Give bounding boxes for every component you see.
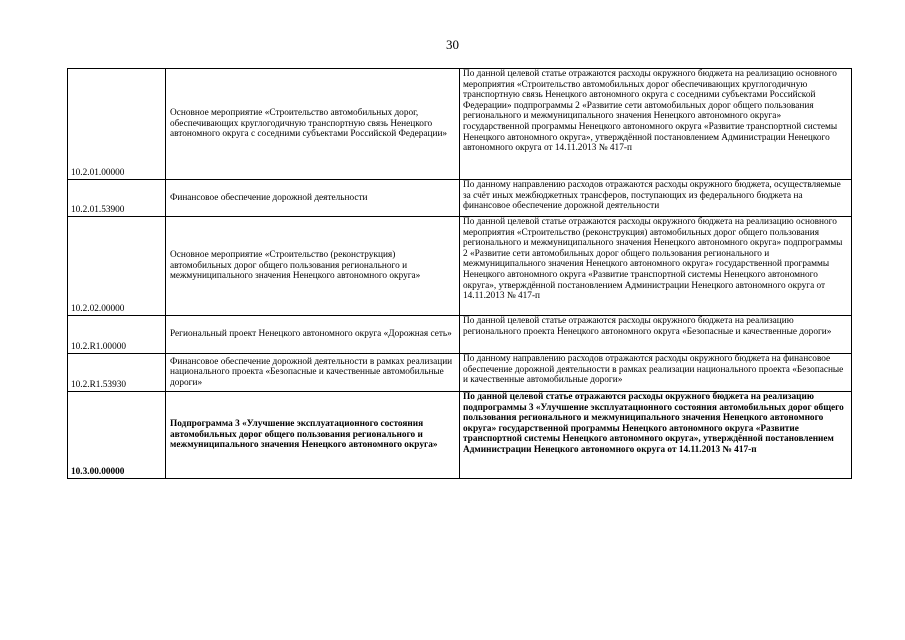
- table-row: [68, 69, 852, 180]
- page-number: 30: [446, 37, 459, 52]
- target-article-name: Региональный проект Ненецкого автономного округа «Дорожная сеть»: [166, 316, 460, 354]
- target-article-description: По данному направлению расходов отражаются расходы окружного бюджета на финансовое обеспечение дорожной деятельности в рамках реализации национального проекта «Безопасные и качественные автомобильные дороги»: [460, 354, 852, 392]
- table-row: [68, 316, 852, 354]
- target-article-code: 10.2.01.00000: [68, 69, 166, 180]
- target-article-description: По данному направлению расходов отражаются расходы окружного бюджета, осуществляемые за счёт иных межбюджетных трансферов, поступающих из федерального бюджета на финансовое обеспечение дорожной деятельности: [460, 180, 852, 217]
- target-article-description: По данной целевой статье отражаются расходы окружного бюджета на реализацию основного мероприятия «Строительство автомобильных дорог обеспечивающих круглогодичную транспортную связь Ненецкого автономного округа с соседними субъектами Российской Федерации» подпрограммы 2 «Развитие сети автомобильных дорог общего пользования регионального и межмуниципального значения Ненецкого автономного округа» государственной программы Ненецкого автономного округа «Развитие транспортной системы Ненецкого автономного округа», утверждённой постановлением Администрации Ненецкого автономного округа от 14.11.2013 № 417-п: [460, 69, 852, 180]
- target-article-name: Основное мероприятие «Строительство автомобильных дорог, обеспечивающих круглогодичную транспортную связь Ненецкого автономного округа с соседними субъектами Российской Федерации»: [166, 69, 460, 180]
- target-article-description: По данной целевой статье отражаются расходы окружного бюджета на реализацию основного мероприятия «Строительство (реконструкция) автомобильных дорог общего пользования регионального и межмуниципального значения Ненецкого автономного округа» подпрограммы 2 «Развитие сети автомобильных дорог общего пользования регионального и межмуниципального значения Ненецкого автономного округа» государственной программы Ненецкого автономного округа «Развитие транспортной системы Ненецкого автономного округа», утверждённой постановлением Администрации Ненецкого автономного округа от 14.11.2013 № 417-п: [460, 217, 852, 316]
- target-article-name: Финансовое обеспечение дорожной деятельности в рамках реализации национального проекта «Безопасные и качественные автомобильные дороги»: [166, 354, 460, 392]
- target-article-code: 10.2.01.53900: [68, 180, 166, 217]
- target-article-code: 10.3.00.00000: [68, 392, 166, 479]
- target-article-code: 10.2.R1.00000: [68, 316, 166, 354]
- table-row: [68, 354, 852, 392]
- target-article-code: 10.2.02.00000: [68, 217, 166, 316]
- table-row: [68, 180, 852, 217]
- table-row: [68, 392, 852, 479]
- table-row: [68, 217, 852, 316]
- target-article-description: По данной целевой статье отражаются расходы окружного бюджета на реализацию подпрограммы 3 «Улучшение эксплуатационного состояния автомобильных дорог общего пользования регионального и межмуниципального значения Ненецкого автономного округа» государственной программы Ненецкого автономного округа «Развитие транспортной системы Ненецкого автономного округа», утверждённой постановлением Администрации Ненецкого автономного округа от 14.11.2013 № 417-п: [460, 392, 852, 479]
- target-article-name: Основное мероприятие «Строительство (реконструкция) автомобильных дорог общего пользования регионального и межмуниципального значения Ненецкого автономного округа»: [166, 217, 460, 316]
- target-article-description: По данной целевой статье отражаются расходы окружного бюджета на реализацию регионального проекта Ненецкого автономного округа «Безопасные и качественные дороги»: [460, 316, 852, 354]
- budget-classification-table: [67, 68, 852, 479]
- target-article-name: Подпрограмма 3 «Улучшение эксплуатационного состояния автомобильных дорог общего пользования регионального и межмуниципального значения Ненецкого автономного округа»: [166, 392, 460, 479]
- target-article-name: Финансовое обеспечение дорожной деятельности: [166, 180, 460, 217]
- target-article-code: 10.2.R1.53930: [68, 354, 166, 392]
